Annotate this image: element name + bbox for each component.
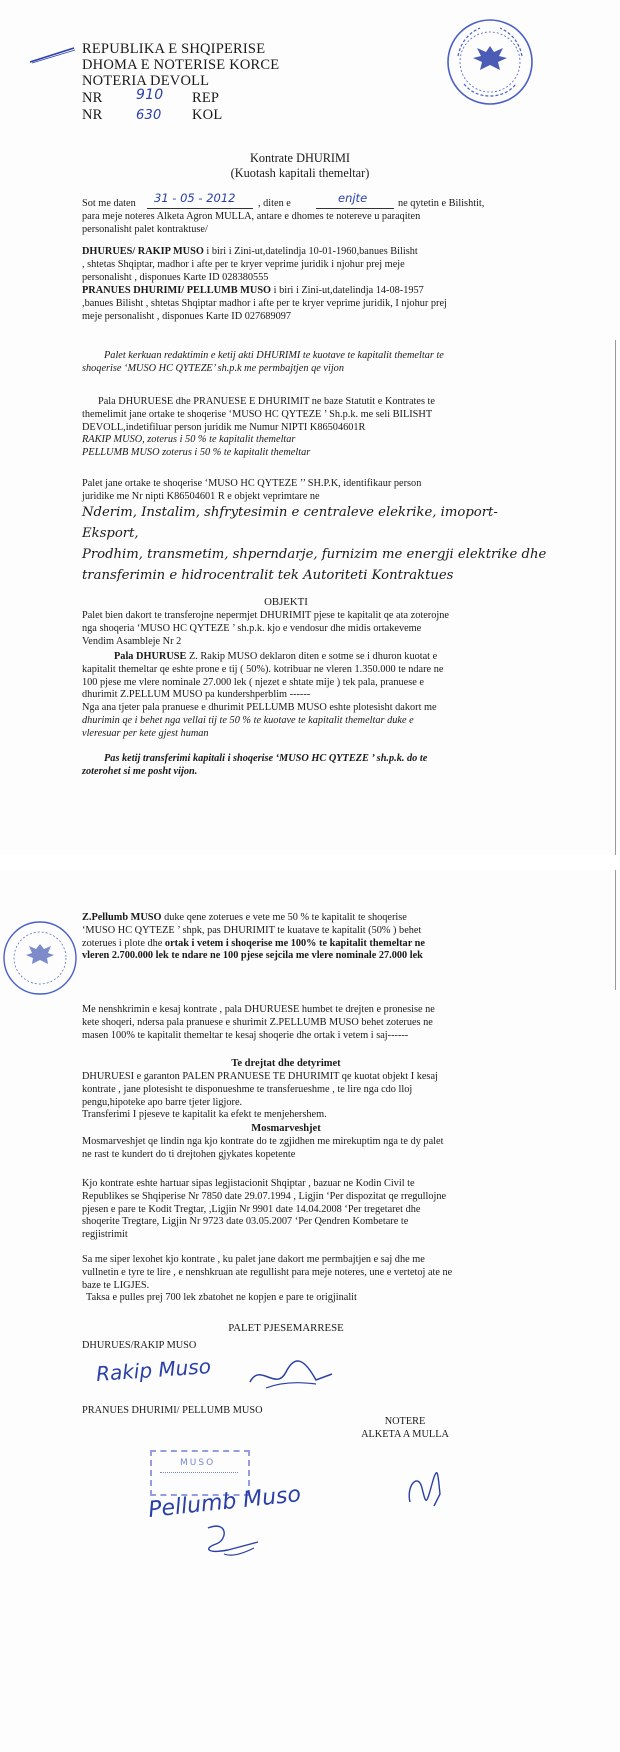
rights-line: pengu,hipoteke apo barre tjeter ligjore. xyxy=(82,1096,243,1108)
header-nr-rep xyxy=(82,87,220,106)
owner-line-bold: ortak i vetem i shoqerise me 100% te kapitalit themeltar ne xyxy=(164,937,425,949)
nr-kol-value: 630 xyxy=(136,108,162,123)
handwritten-day: enjte xyxy=(338,191,368,205)
intro-text: , diten e xyxy=(258,198,291,209)
donor-signature-flourish xyxy=(246,1352,336,1402)
notary-signature xyxy=(404,1466,444,1512)
disputes-heading: Mosmarveshjet xyxy=(251,1123,321,1134)
company-line: juridike me Nr nipti K86504601 R e objekt veprimtare ne xyxy=(82,490,320,502)
consent-line: kete shoqeri, ndersa pala pranuese e shurimit Z.PELLUMB MUSO behet zoterues ne xyxy=(82,1016,433,1028)
after-line: zoterohet si me posht vijon. xyxy=(82,765,198,777)
rights-heading: Te drejtat dhe detyrimet xyxy=(231,1058,341,1069)
recipient-initials xyxy=(198,1520,278,1560)
parties-line: Pala DHURUESE dhe PRANUESE E DHURIMIT ne baze Statutit e Kontrates te xyxy=(98,396,435,407)
closing-paragraph xyxy=(82,1254,537,1305)
request-paragraph xyxy=(82,350,537,376)
transfer-lead: Pala DHURUSE xyxy=(114,651,187,662)
recipient-paragraph xyxy=(82,285,537,323)
donor-signature-text: Rakip Muso xyxy=(95,1354,212,1386)
legal-line: shoqerite Tregtare, Ligjin Nr 9723 date 03.05.2007 ‘Per Qendren Kombetare te xyxy=(82,1216,409,1228)
owner-line: zoterues i plote dhe xyxy=(82,937,165,949)
intro-line: personalisht palet kontraktuse/ xyxy=(82,223,208,235)
legal-line: regjistrimit xyxy=(82,1229,128,1241)
donor-text: i biri i Zini-ut,datelindja 10-01-1960,banues Bilisht xyxy=(203,246,418,257)
contract-title: Kontrate DHURIMI xyxy=(249,151,351,165)
transfer-line: dhurimit Z.PELLUM MUSO pa kundershperblim ------ xyxy=(82,689,311,701)
recipient-signature xyxy=(148,1482,348,1562)
donor-label: DHURUES/ RAKIP MUSO xyxy=(82,246,204,257)
intro-paragraph xyxy=(82,191,537,236)
donor-signature-label: DHURUES/RAKIP MUSO xyxy=(82,1340,197,1351)
notary-title: NOTERE xyxy=(384,1416,426,1427)
consent-line: masen 100% te kapitalit themeltar te kesaj shoqerie dhe ortak i vetem i saj------ xyxy=(82,1029,409,1041)
owner-name: Z.Pellumb MUSO xyxy=(82,912,162,923)
parties-line: DEVOLL,indetifiluar person juridik me Numur NIPTI K86504601R xyxy=(82,421,366,433)
document-page-1 xyxy=(0,0,620,855)
activity-description xyxy=(82,502,552,586)
nr-rep-suffix: REP xyxy=(192,90,220,106)
transfer-paragraph xyxy=(82,651,537,741)
activity-line: Nderim, Instalim, shfrytesimin e centraleve elekrike, imoport-Eksport, xyxy=(82,505,498,541)
owner-line: ‘MUSO HC QYTEZE ’ shpk, pas DHURIMIT te kuatave te kapitalit (50% ) behet xyxy=(82,924,422,936)
recipient-text: meje personalisht , disponues Karte ID 027689097 xyxy=(82,310,292,322)
parties-line: RAKIP MUSO, zoterus i 50 % te kapitalit themeltar xyxy=(82,434,296,446)
nr-label: NR xyxy=(82,107,103,123)
request-line: Palet kerkuan redaktimin e ketij akti DHURIMI te kuotave te kapitalit themeltar te xyxy=(104,350,444,361)
closing-line: vullnetin e tyre te lire , e nenshkruan ate regullisht para meje noteres, une e vertetoj ate ne xyxy=(82,1266,453,1278)
closing-line: baze te LIGJES. xyxy=(82,1279,150,1291)
parties-line: themelimit jane ortake te shoqerise ‘MUSO HC QYTEZE ’ Sh.p.k. me seli BILISHT xyxy=(82,408,433,420)
activity-line: transferimin e hidrocentralit tek Autoriteti Kontraktues xyxy=(82,568,454,583)
donor-paragraph xyxy=(82,246,537,284)
page-edge-line xyxy=(615,340,616,855)
header-chamber: DHOMA E NOTERISE KORCE xyxy=(82,57,280,73)
handwritten-date: 31 - 05 - 2012 xyxy=(154,191,236,205)
object-line: nga shoqeria ‘MUSO HC QYTEZE ’ sh.p.k. kjo e vendosur dhe midis ortakeveme xyxy=(82,622,422,634)
consent-line: Me nenshkrimin e kesaj kontrate , pala DHURUESE humbet te drejten e pronesise ne xyxy=(82,1004,435,1015)
company-line: Palet jane ortake te shoqerise ‘MUSO HC QYTEZE ’’ SH.P.K, identifikaur person xyxy=(82,478,422,489)
recipient-signature-label: PRANUES DHURIMI/ PELLUMB MUSO xyxy=(82,1405,263,1416)
owner-line: duke qene zoterues e vete me 50 % te kapitalit te shoqerise xyxy=(161,912,407,923)
transfer-line: Nga ana tjeter pala pranuese e dhurimit PELLUMB MUSO eshte plotesisht dakort me xyxy=(82,702,437,714)
side-seal-stamp xyxy=(0,916,90,1000)
activity-line: Prodhim, transmetim, shperndarje, furnizim me energji elektrike dhe xyxy=(82,547,547,562)
page-gap xyxy=(0,855,620,870)
recipient-text: i biri i Zini-ut,datelindja 14-08-1957 xyxy=(271,285,424,296)
parties-paragraph xyxy=(82,396,537,460)
page-edge-line xyxy=(615,870,616,990)
recipient-text: ,banues Bilisht , shtetas Shqiptar madhor i afte per te kryer veprime juridik, I njohur prej xyxy=(82,297,447,309)
company-paragraph xyxy=(82,478,537,504)
transfer-line: Z. Rakip MUSO deklaron diten e sotme se i dhuron kuotat e xyxy=(186,651,438,662)
transfer-line: dhurimin qe i behet nga vellai tij te 50 % te kuotave te kapitalit themeltar duke e xyxy=(82,714,414,726)
legal-line: pjesen e pare te Kodit Tregtar, ,Ligjin Nr 9901 date 14.04.2008 ‘Per tregetaret dhe xyxy=(82,1203,421,1215)
transfer-line: vleresuar per kete gjest human xyxy=(82,727,209,739)
request-line: shoqerise ‘MUSO HC QYTEZE’ sh.p.k me permbajtjen qe vijon xyxy=(82,362,344,374)
intro-line: para meje noteres Alketa Agron MULLA, antare e dhomes te notereve u paraqiten xyxy=(82,210,421,222)
object-paragraph xyxy=(82,610,537,648)
pen-mark xyxy=(28,44,78,66)
nr-kol-suffix: KOL xyxy=(192,107,223,123)
object-line: Vendim Asambleje Nr 2 xyxy=(82,635,182,647)
nr-rep-value: 910 xyxy=(136,87,164,103)
intro-text: Sot me daten xyxy=(82,198,136,209)
rights-line: Transferimi I pjeseve te kapitalit ka efekt te menjehershem. xyxy=(82,1109,327,1121)
header-nr-kol xyxy=(82,107,223,123)
nr-label: NR xyxy=(82,90,103,106)
owner-line-bold: vleren 2.700.000 lek te ndare ne 100 pjese sejcila me vlere nominale 27.000 lek xyxy=(82,950,423,962)
donor-text: personalisht , disponues Karte ID 028380555 xyxy=(82,271,269,283)
rights-line: DHURUESI e garanton PALEN PRANUESE TE DHURIMIT qe kuotat objekt I kesaj xyxy=(82,1071,438,1082)
consent-paragraph xyxy=(82,1004,537,1042)
closing-line: Sa me siper lexohet kjo kontrate , ku palet jane dakort me permbajtjen e saj dhe me xyxy=(82,1254,425,1265)
parties-line: PELLUMB MUSO zoterus i 50 % te kapitalit themeltar xyxy=(82,447,311,459)
recipient-signature-text: Pellumb Muso xyxy=(147,1482,303,1523)
rights-paragraph xyxy=(82,1071,537,1122)
parties-heading: PALET PJESEMARRESE xyxy=(228,1322,344,1334)
disputes-paragraph xyxy=(82,1136,537,1162)
stamp-text: MUSO xyxy=(180,1458,216,1468)
disputes-line: Mosmarveshjet qe lindin nga kjo kontrate do te zgjidhen me mirekuptim nga te dy palet xyxy=(82,1136,444,1147)
header-notary: NOTERIA DEVOLL xyxy=(82,73,210,89)
after-line: Pas ketij transferimi kapitali i shoqerise ‘MUSO HC QYTEZE ’ sh.p.k. do te xyxy=(104,753,428,764)
document-page-2 xyxy=(0,870,620,1752)
object-line: Palet bien dakort te transferojne nepermjet DHURIMIT pjese te kapitalit qe ata zoterojne xyxy=(82,610,449,621)
notary-seal-stamp xyxy=(444,16,536,108)
intro-text: ne qytetin e Bilishtit, xyxy=(398,198,485,209)
legal-line: Republikes se Shqiperise Nr 7850 date 29.07.1994 , Ligjin ‘Per dispozitat qe rregullojne xyxy=(82,1190,447,1202)
disputes-line: ne rast te kundert do ti drejtohen gjykates kopetente xyxy=(82,1148,296,1160)
legal-line: Kjo kontrate eshte hartuar sipas legjistacionit Shqiptar , bazuar ne Kodin Civil te xyxy=(82,1178,415,1189)
legal-paragraph xyxy=(82,1178,537,1242)
object-heading: OBJEKTI xyxy=(264,596,308,608)
transfer-line: 100 pjese me vlere nominale 27.000 lek ( njezet e shtate mije ) tek pala, pranuese e xyxy=(82,676,424,688)
recipient-label: PRANUES DHURIMI/ PELLUMB MUSO xyxy=(82,285,272,296)
donor-text: , shtetas Shqiptar, madhor i afte per te kryer veprime juridik i njohur prej meje xyxy=(82,258,405,270)
donor-signature xyxy=(96,1352,336,1402)
owner-paragraph xyxy=(82,912,537,963)
header-republic: REPUBLIKA E SHQIPERISE xyxy=(82,41,266,57)
transfer-line: kapitalit themeltar qe eshte prone e tij ( 50%). kotribuar ne vleren 1.350.000 te ndare ne xyxy=(82,663,444,675)
notary-name: ALKETA A MULLA xyxy=(361,1429,449,1440)
contract-subtitle: (Kuotash kapitali themeltar) xyxy=(230,166,370,180)
after-transfer-paragraph xyxy=(82,753,537,779)
rights-line: kontrate , jane plotesisht te disponueshme te transferueshme , te lire nga cdo lloj xyxy=(82,1083,413,1095)
closing-line: Taksa e pulles prej 700 lek zbatohet ne kopjen e pare te origjinalit xyxy=(86,1292,357,1304)
